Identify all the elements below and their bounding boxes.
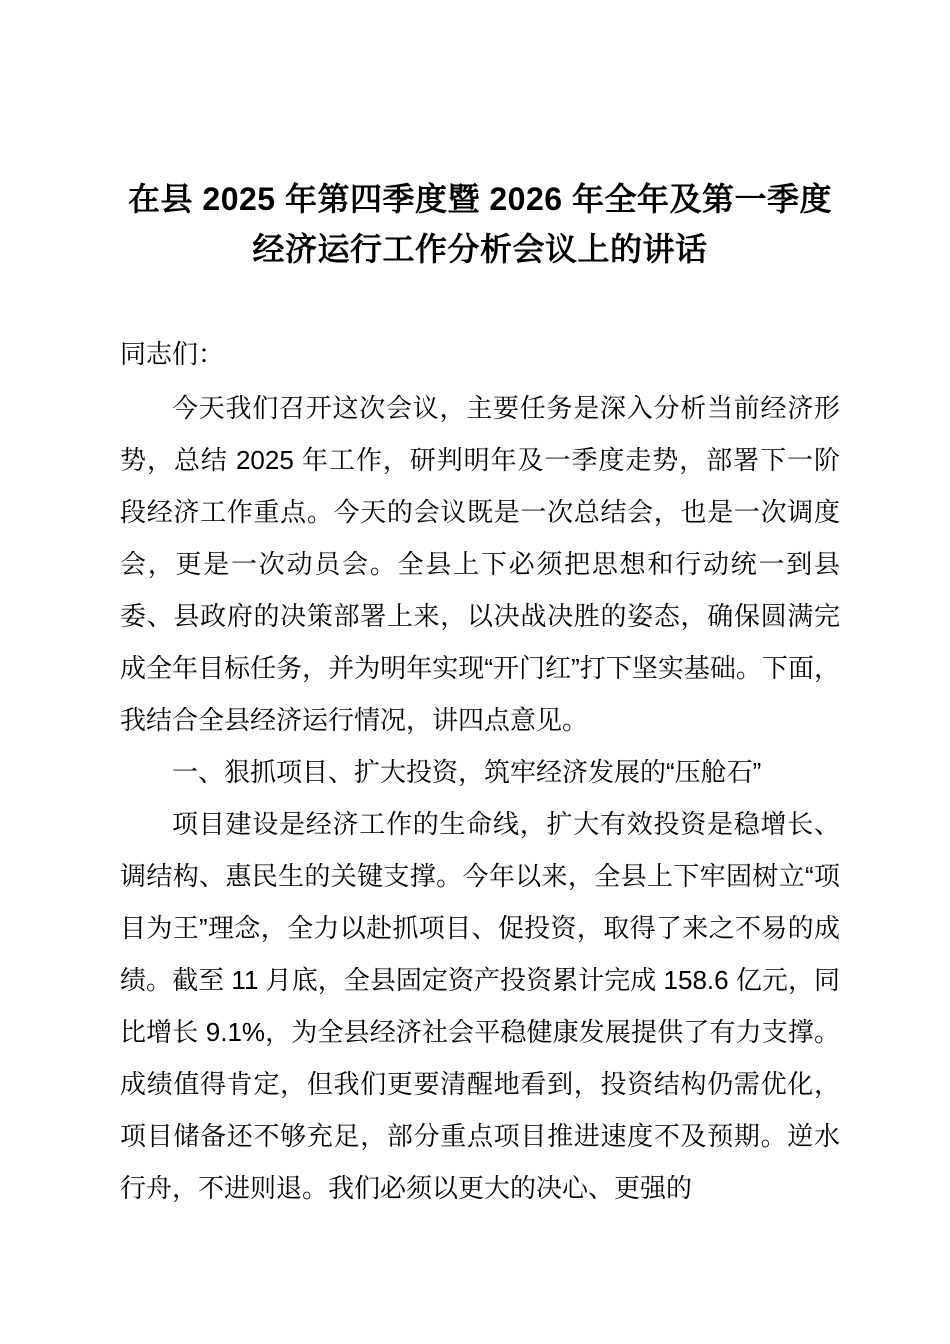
section-heading-one: 一、狠抓项目、扩大投资，筑牢经济发展的“压舱石” bbox=[172, 757, 762, 787]
page-title: 在县 2025 年第四季度暨 2026 年全年及第一季度经济运行工作分析会议上的讲话 bbox=[128, 181, 832, 267]
document-content bbox=[120, 0, 840, 1214]
salutation: 同志们： bbox=[120, 339, 225, 369]
paragraph-opening: 今天我们召开这次会议，主要任务是深入分析当前经济形势，总结 2025 年工作，研判明年及一季度走势，部署下一阶段经济工作重点。今天的会议既是一次总结会，也是一次调度会，更是一次动员会。全县上下必须把思想和行动统一到县委、县政府的决策部署上来，以决战决胜的姿态，确保圆满完成全年目标任务，并为明年实现“开门红”打下坚实基础。下面，我结合全县经济运行情况，讲四点意见。 bbox=[120, 393, 840, 735]
paragraph-section-one-body: 项目建设是经济工作的生命线，扩大有效投资是稳增长、调结构、惠民生的关键支撑。今年以来，全县上下牢固树立“项目为王”理念，全力以赴抓项目、促投资，取得了来之不易的成绩。截至 11 月底，全县固定资产投资累计完成 158.6 亿元，同比增长 9.1%，为全县经济社会平稳健康发展提供了有力支撑。成绩值得肯定，但我们更要清醒地看到，投资结构仍需优化，项目储备还不够充足，部分重点项目推进速度不及预期。逆水行舟，不进则退。我们必须以更大的决心、更强的 bbox=[120, 809, 840, 1203]
